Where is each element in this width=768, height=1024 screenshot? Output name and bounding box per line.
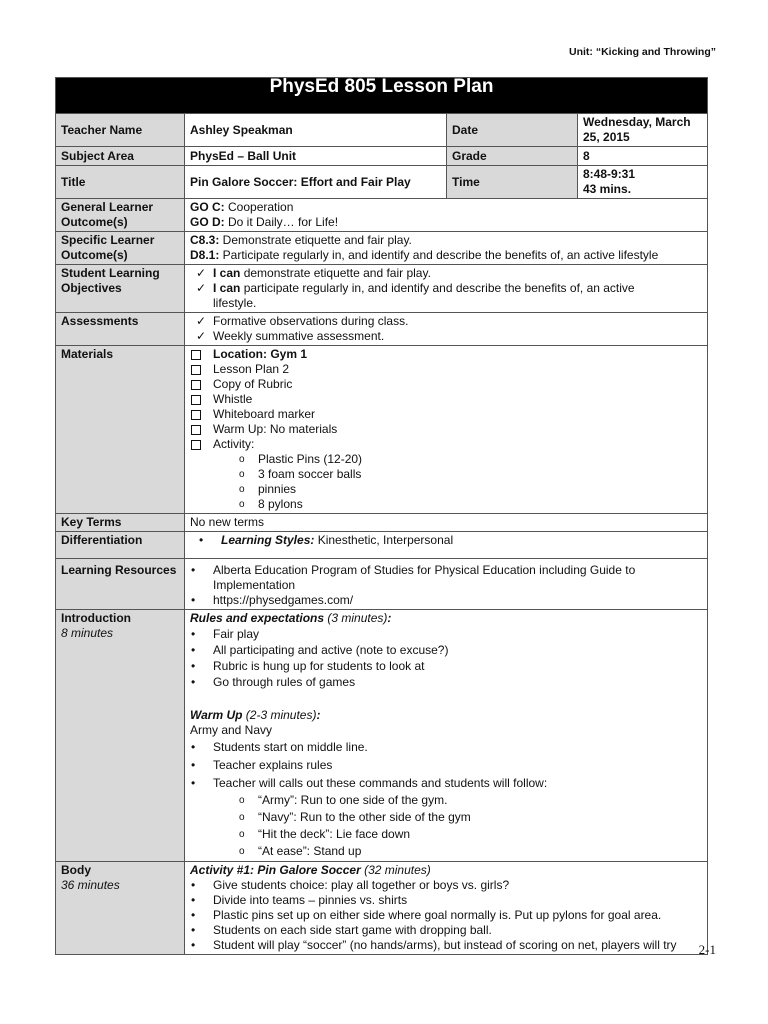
glo-value xyxy=(185,199,708,232)
command-item: o “Hit the deck”: Lie face down xyxy=(190,826,702,843)
date-label: Date xyxy=(447,114,578,147)
teacher-row xyxy=(56,114,708,147)
slo-value xyxy=(185,232,708,265)
objective-item: ✓ I can demonstrate etiquette and fair play. xyxy=(190,266,702,281)
resource-item: • https://physedgames.com/ xyxy=(190,593,702,608)
objectives-row xyxy=(56,265,708,313)
body-value xyxy=(185,862,708,955)
page-title: PhysEd 805 Lesson Plan xyxy=(56,78,708,114)
activity-material-item: o 8 pylons xyxy=(190,497,702,512)
body-label: Body xyxy=(61,863,91,877)
slo-item: C8.3: Demonstrate etiquette and fair play. xyxy=(190,233,412,247)
teacher-label: Teacher Name xyxy=(56,114,185,147)
differentiation-row xyxy=(56,532,708,559)
page-number: 2-1 xyxy=(698,942,716,957)
introduction-value xyxy=(185,610,708,862)
slo-label: Specific Learner Outcome(s) xyxy=(56,232,185,265)
subject-value: PhysEd – Ball Unit xyxy=(185,147,447,166)
time-value xyxy=(578,166,708,199)
rules-item: • All participating and active (note to excuse?) xyxy=(190,642,702,658)
material-item: Whiteboard marker xyxy=(190,407,702,422)
activity-item: • Plastic pins set up on either side where goal normally is. Put up pylons for goal area. xyxy=(190,908,702,923)
material-item: Activity: xyxy=(190,437,702,452)
materials-label: Materials xyxy=(56,346,185,514)
glo-label: General Learner Outcome(s) xyxy=(56,199,185,232)
subject-row xyxy=(56,147,708,166)
rules-item: • Go through rules of games xyxy=(190,674,702,690)
resource-item: • Alberta Education Program of Studies for Physical Education including Guide to Implementation xyxy=(190,563,702,593)
objectives-value xyxy=(185,265,708,313)
material-item: Whistle xyxy=(190,392,702,407)
differentiation-item: • Learning Styles: Kinesthetic, Interpersonal xyxy=(198,533,702,548)
resources-row xyxy=(56,559,708,610)
materials-row xyxy=(56,346,708,514)
warmup-game: Army and Navy xyxy=(190,723,273,737)
activity-heading: Activity #1: Pin Galore Soccer (32 minutes) xyxy=(190,863,431,877)
title-row xyxy=(56,78,708,114)
material-item: Lesson Plan 2 xyxy=(190,362,702,377)
differentiation-value xyxy=(185,532,708,559)
objective-item: ✓ I can participate regularly in, and identify and describe the benefits of, an active lifestyle. xyxy=(190,281,702,311)
date-value: Wednesday, March 25, 2015 xyxy=(578,114,708,147)
assessments-label: Assessments xyxy=(56,313,185,346)
command-item: o “At ease”: Stand up xyxy=(190,843,702,860)
lesson-title-label: Title xyxy=(56,166,185,199)
slo-row xyxy=(56,232,708,265)
activity-item: • Students on each side start game with dropping ball. xyxy=(190,923,702,938)
assessment-item: ✓ Formative observations during class. xyxy=(190,314,702,329)
activity-material-item: o pinnies xyxy=(190,482,702,497)
body-label-cell xyxy=(56,862,185,955)
introduction-label: Introduction xyxy=(61,611,131,625)
key-terms-row xyxy=(56,514,708,532)
rules-heading: Rules and expectations (3 minutes): xyxy=(190,611,392,625)
introduction-row xyxy=(56,610,708,862)
time-total: 43 mins. xyxy=(583,182,632,196)
material-item: Warm Up: No materials xyxy=(190,422,702,437)
key-terms-label: Key Terms xyxy=(56,514,185,532)
assessments-row xyxy=(56,313,708,346)
assessments-value xyxy=(185,313,708,346)
lesson-plan-table xyxy=(55,77,708,955)
materials-location: Location: Gym 1 xyxy=(190,347,702,362)
material-item: Copy of Rubric xyxy=(190,377,702,392)
glo-item: GO C: Cooperation xyxy=(190,200,294,214)
body-row xyxy=(56,862,708,955)
time-range: 8:48-9:31 xyxy=(583,167,636,181)
lesson-title-value: Pin Galore Soccer: Effort and Fair Play xyxy=(185,166,447,199)
activity-item: • Divide into teams – pinnies vs. shirts xyxy=(190,893,702,908)
teacher-value: Ashley Speakman xyxy=(185,114,447,147)
glo-row xyxy=(56,199,708,232)
introduction-duration: 8 minutes xyxy=(61,626,114,640)
materials-value xyxy=(185,346,708,514)
resources-value xyxy=(185,559,708,610)
grade-label: Grade xyxy=(447,147,578,166)
command-item: o “Army”: Run to one side of the gym. xyxy=(190,792,702,809)
assessment-item: ✓ Weekly summative assessment. xyxy=(190,329,702,344)
body-duration: 36 minutes xyxy=(61,878,120,892)
rules-item: • Fair play xyxy=(190,626,702,642)
warmup-item: • Students start on middle line. xyxy=(190,738,702,756)
introduction-label-cell xyxy=(56,610,185,862)
unit-label: Unit: “Kicking and Throwing” xyxy=(569,46,716,58)
activity-item: • Student will play “soccer” (no hands/arms), but instead of scoring on net, players will try xyxy=(190,938,702,953)
command-item: o “Navy”: Run to the other side of the gym xyxy=(190,809,702,826)
grade-value: 8 xyxy=(578,147,708,166)
objectives-label: Student Learning Objectives xyxy=(56,265,185,313)
warmup-item: • Teacher explains rules xyxy=(190,756,702,774)
glo-item: GO D: Do it Daily… for Life! xyxy=(190,215,339,229)
subject-label: Subject Area xyxy=(56,147,185,166)
time-label: Time xyxy=(447,166,578,199)
activity-item: • Give students choice: play all together or boys vs. girls? xyxy=(190,878,702,893)
resources-label: Learning Resources xyxy=(56,559,185,610)
differentiation-label: Differentiation xyxy=(56,532,185,559)
title-info-row xyxy=(56,166,708,199)
warmup-item: • Teacher will calls out these commands and students will follow: xyxy=(190,774,702,792)
activity-material-item: o 3 foam soccer balls xyxy=(190,467,702,482)
activity-material-item: o Plastic Pins (12-20) xyxy=(190,452,702,467)
slo-item: D8.1: Participate regularly in, and identify and describe the benefits of, an active lifestyle xyxy=(190,248,659,262)
warmup-heading: Warm Up (2-3 minutes): xyxy=(190,708,321,722)
key-terms-value: No new terms xyxy=(185,514,708,532)
rules-item: • Rubric is hung up for students to look at xyxy=(190,658,702,674)
